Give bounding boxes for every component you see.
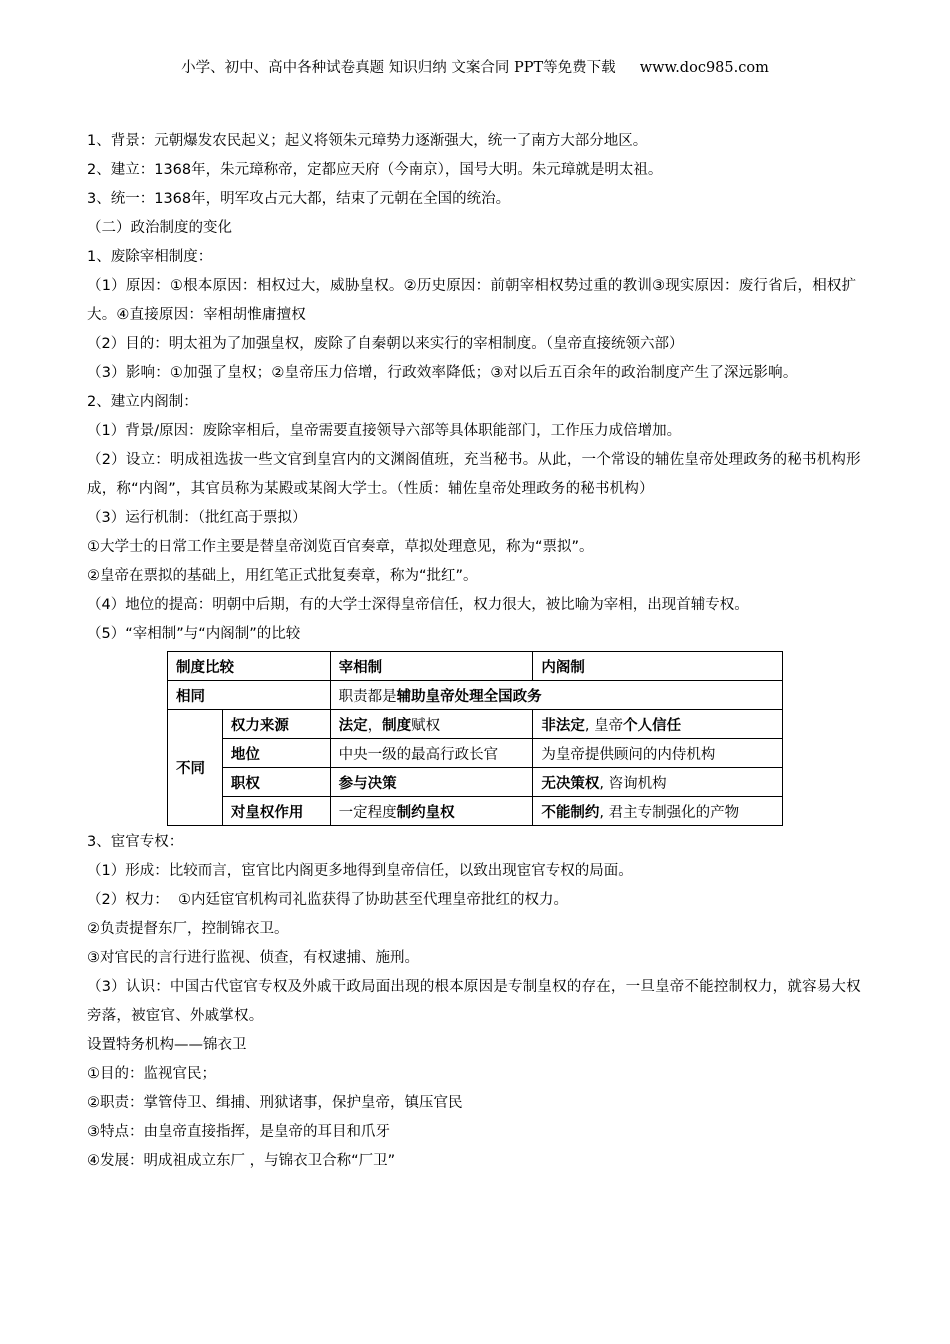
text-line: ③对官民的言行进行监视、侦查，有权逮捕、施刑。: [87, 950, 419, 966]
text-line: 1、背景：元朝爆发农民起义；起义将领朱元璋势力逐渐强大，统一了南方大部分地区。: [87, 133, 648, 149]
cell-text-bold: 个人信任: [623, 717, 682, 734]
cell-text-bold: 参与决策: [338, 775, 397, 792]
text-line: （4）地位的提高：明朝中后期，有的大学士深得皇帝信任，权力很大，被比喻为宰相，出现首辅专权。: [87, 597, 749, 613]
table-cell: 相同: [168, 681, 331, 710]
table-cell: 不同: [168, 710, 223, 826]
cell-text: 一定程度: [338, 804, 397, 821]
subsection-heading: 1、废除宰相制度：: [87, 249, 213, 265]
cell-text-bold: 无决策权: [541, 775, 600, 792]
table-header-cell: 制度比较: [168, 652, 331, 681]
comparison-table: [167, 651, 783, 826]
table-cell: [533, 768, 783, 797]
cell-text: , 君主专制强化的产物: [599, 804, 740, 821]
table-row: [168, 681, 783, 710]
text-line: （2）目的：明太祖为了加强皇权，废除了自秦朝以来实行的宰相制度。（皇帝直接统领六部）: [87, 336, 684, 352]
table-row: [168, 710, 783, 739]
table-cell: 为皇帝提供顾问的内侍机构: [533, 739, 783, 768]
subsection-heading: 3、宦官专权：: [87, 834, 184, 850]
cell-text: 赋权: [411, 717, 441, 734]
text-line: （3）运行机制：（批红高于票拟）: [87, 510, 307, 526]
table-cell: [330, 681, 782, 710]
paragraph-cognition: （3）认识：中国古代宦官专权及外戚干政局面出现的根本原因是专制皇权的存在，一旦皇帝不能控制权力，就容易大权旁落，被宦官、外戚掌权。: [87, 979, 861, 1024]
header-url[interactable]: www.doc985.com: [639, 60, 769, 76]
cell-text-bold: 法定: [338, 717, 368, 734]
text-line: ①目的：监视官民；: [87, 1066, 216, 1082]
table-cell: 职权: [222, 768, 330, 797]
cell-text-bold: 制约皇权: [396, 804, 455, 821]
table-cell: [330, 710, 533, 739]
table-cell: [533, 710, 783, 739]
table-cell: 地位: [222, 739, 330, 768]
table-row: [168, 739, 783, 768]
cell-text-bold: 不能制约: [541, 804, 600, 821]
text-line: ②皇帝在票拟的基础上，用红笔正式批复奏章，称为“批红”。: [87, 568, 478, 584]
table-cell: [330, 797, 533, 826]
text-line: （1）背景/原因：废除宰相后，皇帝需要直接领导六部等具体职能部门，工作压力成倍增加。: [87, 423, 682, 439]
text-line: ②负责提督东厂，控制锦衣卫。: [87, 921, 289, 937]
text-line: ④发展：明成祖成立东厂 ，与锦衣卫合称“厂卫”: [87, 1153, 396, 1169]
section-heading: （二）政治制度的变化: [87, 220, 232, 236]
text-line: ③特点：由皇帝直接指挥，是皇帝的耳目和爪牙: [87, 1124, 390, 1140]
text-line: ②职责：掌管侍卫、缉捕、刑狱诸事，保护皇帝，镇压官民: [87, 1095, 463, 1111]
cell-text-bold: 非法定: [541, 717, 585, 734]
cell-text: 职责都是: [338, 688, 397, 705]
subsection-heading: 设置特务机构——锦衣卫: [87, 1037, 247, 1053]
text-line: 3、统一：1368年，明军攻占元大都，结束了元朝在全国的统治。: [87, 191, 511, 207]
header-text: 小学、初中、高中各种试卷真题 知识归纳 文案合同 PPT等免费下载: [181, 60, 616, 76]
paragraph-setup: （2）设立：明成祖选拔一些文官到皇宫内的文渊阁值班，充当秘书。从此，一个常设的辅佐皇帝处理政务的秘书机构形成，称“内阁”，其官员称为某殿或某阁大学士。（性质：辅佐皇帝处理政务的秘书机构）: [87, 452, 861, 497]
page-header: [0, 56, 950, 77]
table-row: [168, 652, 783, 681]
table-row: [168, 797, 783, 826]
text-line: （1）形成：比较而言，宦官比内阁更多地得到皇帝信任，以致出现宦官专权的局面。: [87, 863, 633, 879]
table-cell: 权力来源: [222, 710, 330, 739]
table-cell: 对皇权作用: [222, 797, 330, 826]
text-line: ①大学士的日常工作主要是替皇帝浏览百官奏章，草拟处理意见，称为“票拟”。: [87, 539, 594, 555]
cell-text-bold: 制度: [382, 717, 412, 734]
table-cell: [533, 797, 783, 826]
cell-text-bold: 辅助皇帝处理全国政务: [396, 688, 542, 705]
text-line: （2）权力： ①内廷宦官机构司礼监获得了协助甚至代理皇帝批红的权力。: [87, 892, 568, 908]
paragraph-impact: （3）影响：①加强了皇权；②皇帝压力倍增，行政效率降低；③对以后五百余年的政治制度产生了深远影响。: [87, 365, 798, 381]
table-row: [168, 768, 783, 797]
text-line: 2、建立：1368年，朱元璋称帝，定都应天府（今南京），国号大明。朱元璋就是明太祖。: [87, 162, 663, 178]
cell-text: , 皇帝: [584, 717, 624, 734]
document-body: [87, 127, 863, 1176]
cell-text: , 咨询机构: [599, 775, 667, 792]
table-header-cell: 内阁制: [533, 652, 783, 681]
cell-text: ，: [367, 717, 383, 734]
subsection-heading: 2、建立内阁制：: [87, 394, 198, 410]
table-cell: [330, 768, 533, 797]
table-header-cell: 宰相制: [330, 652, 533, 681]
table-cell: 中央一级的最高行政长官: [330, 739, 533, 768]
paragraph-reason: （1）原因：①根本原因：相权过大，威胁皇权。②历史原因：前朝宰相权势过重的教训③现实原因：废行省后，相权扩大。④直接原因：宰相胡惟庸擅权: [87, 278, 857, 323]
text-line: （5）“宰相制”与“内阁制”的比较: [87, 626, 301, 642]
